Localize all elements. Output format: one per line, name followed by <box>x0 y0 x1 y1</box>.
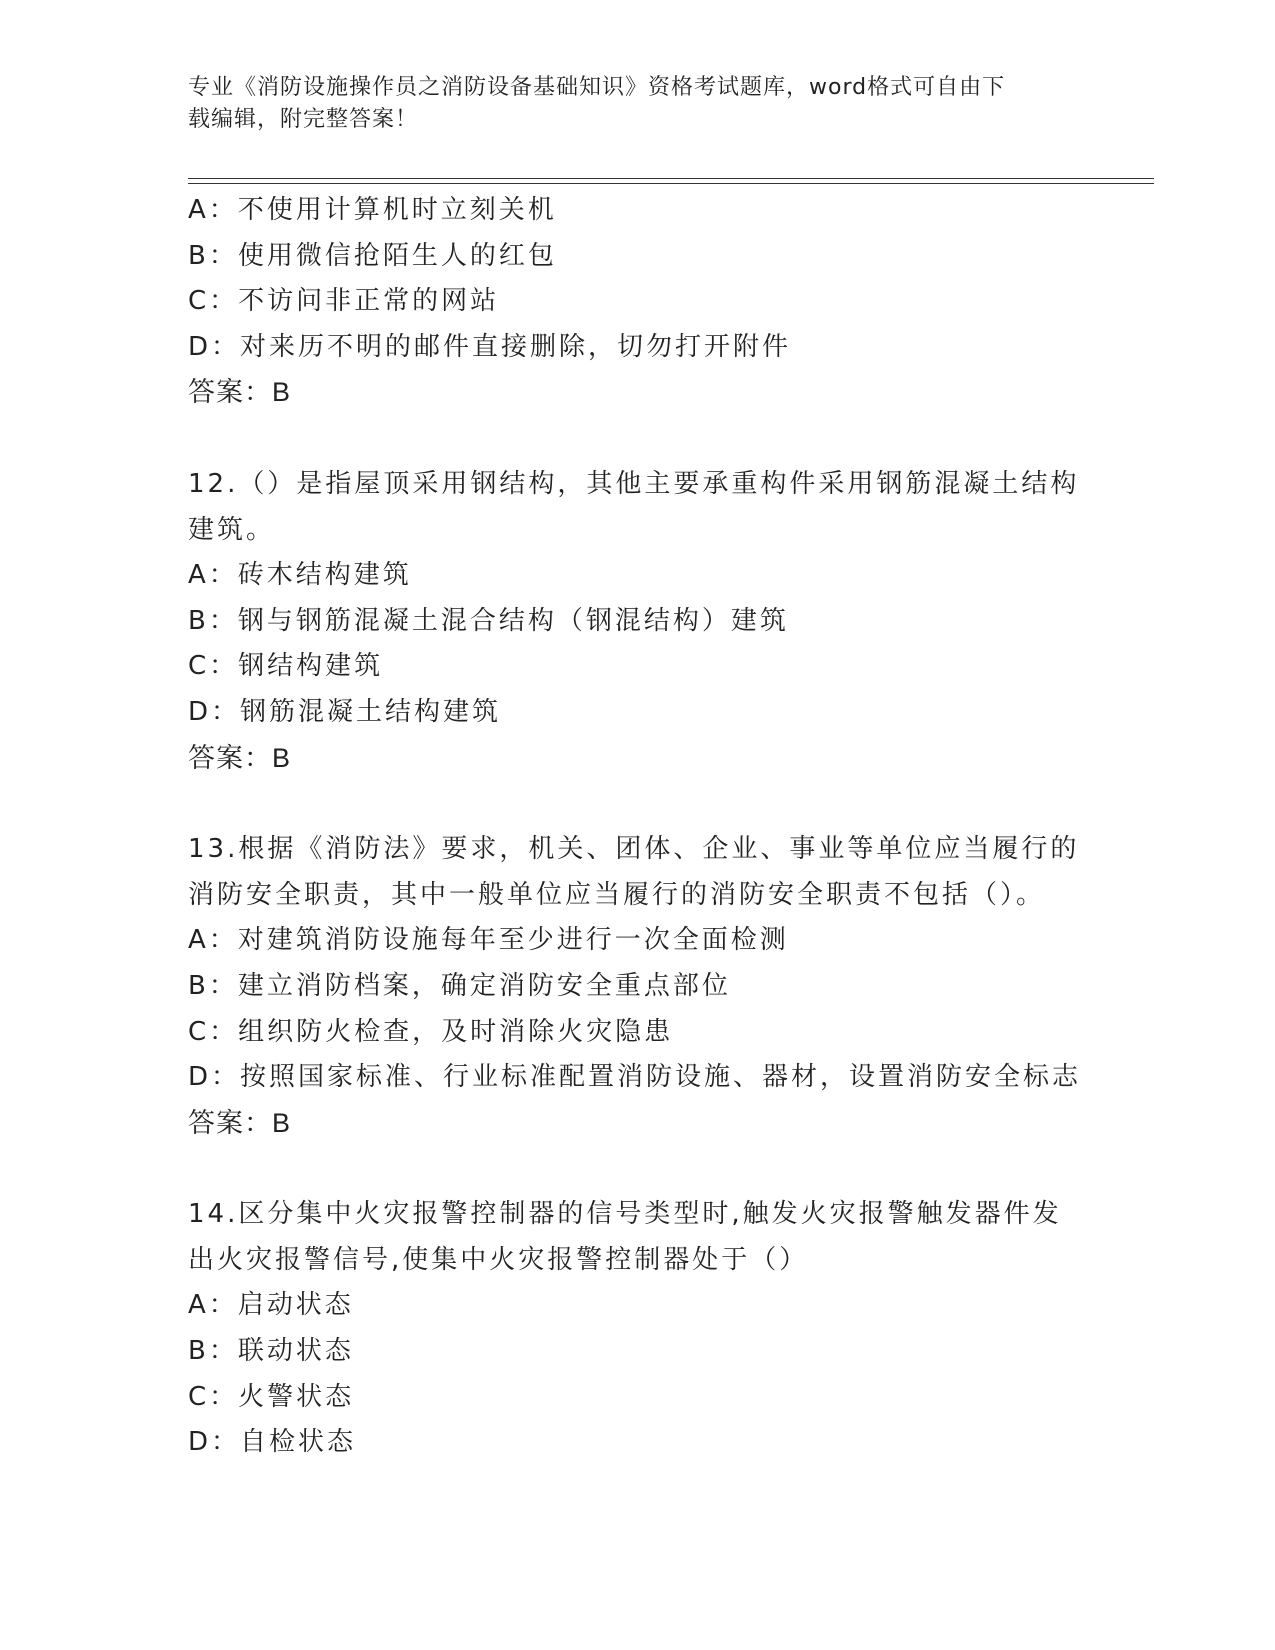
header-divider-top <box>188 178 1154 179</box>
answer: 答案：B <box>188 742 292 773</box>
option-b: B：联动状态 <box>188 1336 354 1367</box>
question-stem-line: 建筑。 <box>188 514 276 545</box>
option-b: B：建立消防档案，确定消防安全重点部位 <box>188 970 731 1001</box>
option-c: C：组织防火检查，及时消除火灾隐患 <box>188 1016 674 1047</box>
header-line-1: 专业《消防设施操作员之消防设备基础知识》资格考试题库，word格式可自由下 <box>188 75 1006 100</box>
option-a: A：启动状态 <box>188 1290 354 1321</box>
option-c: C：火警状态 <box>188 1381 355 1412</box>
question-list <box>188 188 1188 1466</box>
header-line-2: 载编辑，附完整答案！ <box>188 107 419 132</box>
option-d: D：钢筋混凝土结构建筑 <box>188 696 502 727</box>
option-a: A：砖木结构建筑 <box>188 560 412 591</box>
question-13 <box>188 827 1188 1146</box>
option-b: B：使用微信抢陌生人的红包 <box>188 240 557 271</box>
option-b: B：钢与钢筋混凝土混合结构（钢混结构）建筑 <box>188 605 789 636</box>
answer: 答案：B <box>188 377 292 408</box>
option-c: C：不访问非正常的网站 <box>188 286 500 317</box>
answer: 答案：B <box>188 1107 292 1138</box>
option-d: D：对来历不明的邮件直接删除，切勿打开附件 <box>188 331 792 362</box>
question-stem-line: 出火灾报警信号,使集中火灾报警控制器处于（） <box>188 1244 809 1275</box>
document-header <box>188 72 1068 136</box>
option-a: A：不使用计算机时立刻关机 <box>188 195 557 225</box>
option-a: A：对建筑消防设施每年至少进行一次全面检测 <box>188 925 789 956</box>
option-c: C：钢结构建筑 <box>188 651 384 682</box>
header-divider-bottom <box>188 183 1154 184</box>
option-d: D：按照国家标准、行业标准配置消防设施、器材，设置消防安全标志 <box>188 1062 1082 1093</box>
question-12 <box>188 462 1188 781</box>
question-stem-line: 14.区分集中火灾报警控制器的信号类型时,触发火灾报警触发器件发 <box>188 1199 1062 1230</box>
question-stem-line: 12.（）是指屋顶采用钢结构，其他主要承重构件采用钢筋混凝土结构 <box>188 468 1080 499</box>
question-stem-line: 13.根据《消防法》要求，机关、团体、企业、事业等单位应当履行的 <box>188 834 1080 865</box>
question-11 <box>188 188 1188 416</box>
question-stem-line: 消防安全职责，其中一般单位应当履行的消防安全职责不包括（）。 <box>188 879 1046 910</box>
question-14 <box>188 1192 1188 1466</box>
option-d: D：自检状态 <box>188 1427 357 1458</box>
